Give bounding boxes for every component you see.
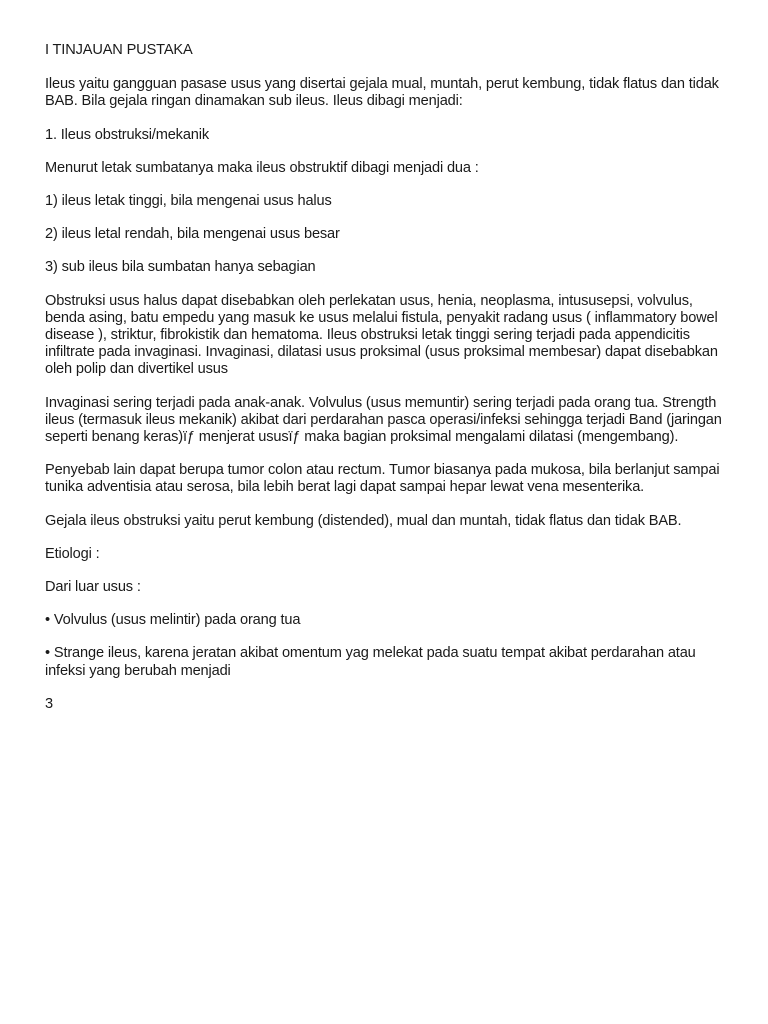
paragraph-external-causes: Dari luar usus :: [45, 579, 141, 596]
paragraph-list-item-2: 2) ileus letal rendah, bila mengenai usus besar: [45, 226, 340, 243]
paragraph-list-item-1: 1) ileus letak tinggi, bila mengenai usus halus: [45, 193, 332, 210]
page-number: 3: [45, 695, 53, 712]
bullet-strange-ileus: • Strange ileus, karena jeratan akibat omentum yag melekat pada suatu tempat akibat perdarahan atau infeksi yang berubah menjadi: [45, 645, 696, 679]
paragraph-etiology-heading: Etiologi :: [45, 545, 100, 562]
section-heading: I TINJAUAN PUSTAKA: [45, 42, 193, 58]
paragraph-other-causes: Penyebab lain dapat berupa tumor colon atau rectum. Tumor biasanya pada mukosa, bila berlanjut sampai tunika adventisia atau serosa, bila lebih berat lagi dapat sampai hepar lewat vena mesenterika.: [45, 462, 720, 496]
paragraph-list-item-3: 3) sub ileus bila sumbatan hanya sebagian: [45, 259, 316, 276]
bullet-volvulus: • Volvulus (usus melintir) pada orang tua: [45, 612, 301, 629]
paragraph-definition: Ileus yaitu gangguan pasase usus yang disertai gejala mual, muntah, perut kembung, tidak flatus dan tidak BAB. Bila gejala ringan dinamakan sub ileus. Ileus dibagi menjadi:: [45, 76, 719, 110]
paragraph-small-bowel-obstruction: Obstruksi usus halus dapat disebabkan oleh perlekatan usus, henia, neoplasma, intususepsi, volvulus, benda asing, batu empedu yang masuk ke usus melalui fistula, penyakit radang usus ( inflammatory bowel disease ), striktur, fibrokistik dan hematoma. Ileus obstruksi letak tinggi sering terjadi pada appendicitis infiltrate pada invaginasi. Invaginasi, dilatasi usus proksimal (usus proksimal membesar) dapat disebabkan oleh polip dan divertikel usus: [45, 292, 718, 378]
paragraph-location-intro: Menurut letak sumbatanya maka ileus obstruktif dibagi menjadi dua :: [45, 159, 479, 176]
paragraph-symptoms: Gejala ileus obstruksi yaitu perut kembung (distended), mual dan muntah, tidak flatus dan tidak BAB.: [45, 512, 682, 529]
document-body: [45, 42, 735, 729]
paragraph-invagination: Invaginasi sering terjadi pada anak-anak. Volvulus (usus memuntir) sering terjadi pada orang tua. Strength ileus (termasuk ileus mekanik) akibat dari perdarahan pasca operasi/infeksi sehingga terjadi Band (jaringan seperti benang keras)ïƒ menjerat ususïƒ maka bagian proksimal mengalami dilatasi (mengembang).: [45, 394, 722, 446]
paragraph-type-1: 1. Ileus obstruksi/mekanik: [45, 126, 209, 143]
